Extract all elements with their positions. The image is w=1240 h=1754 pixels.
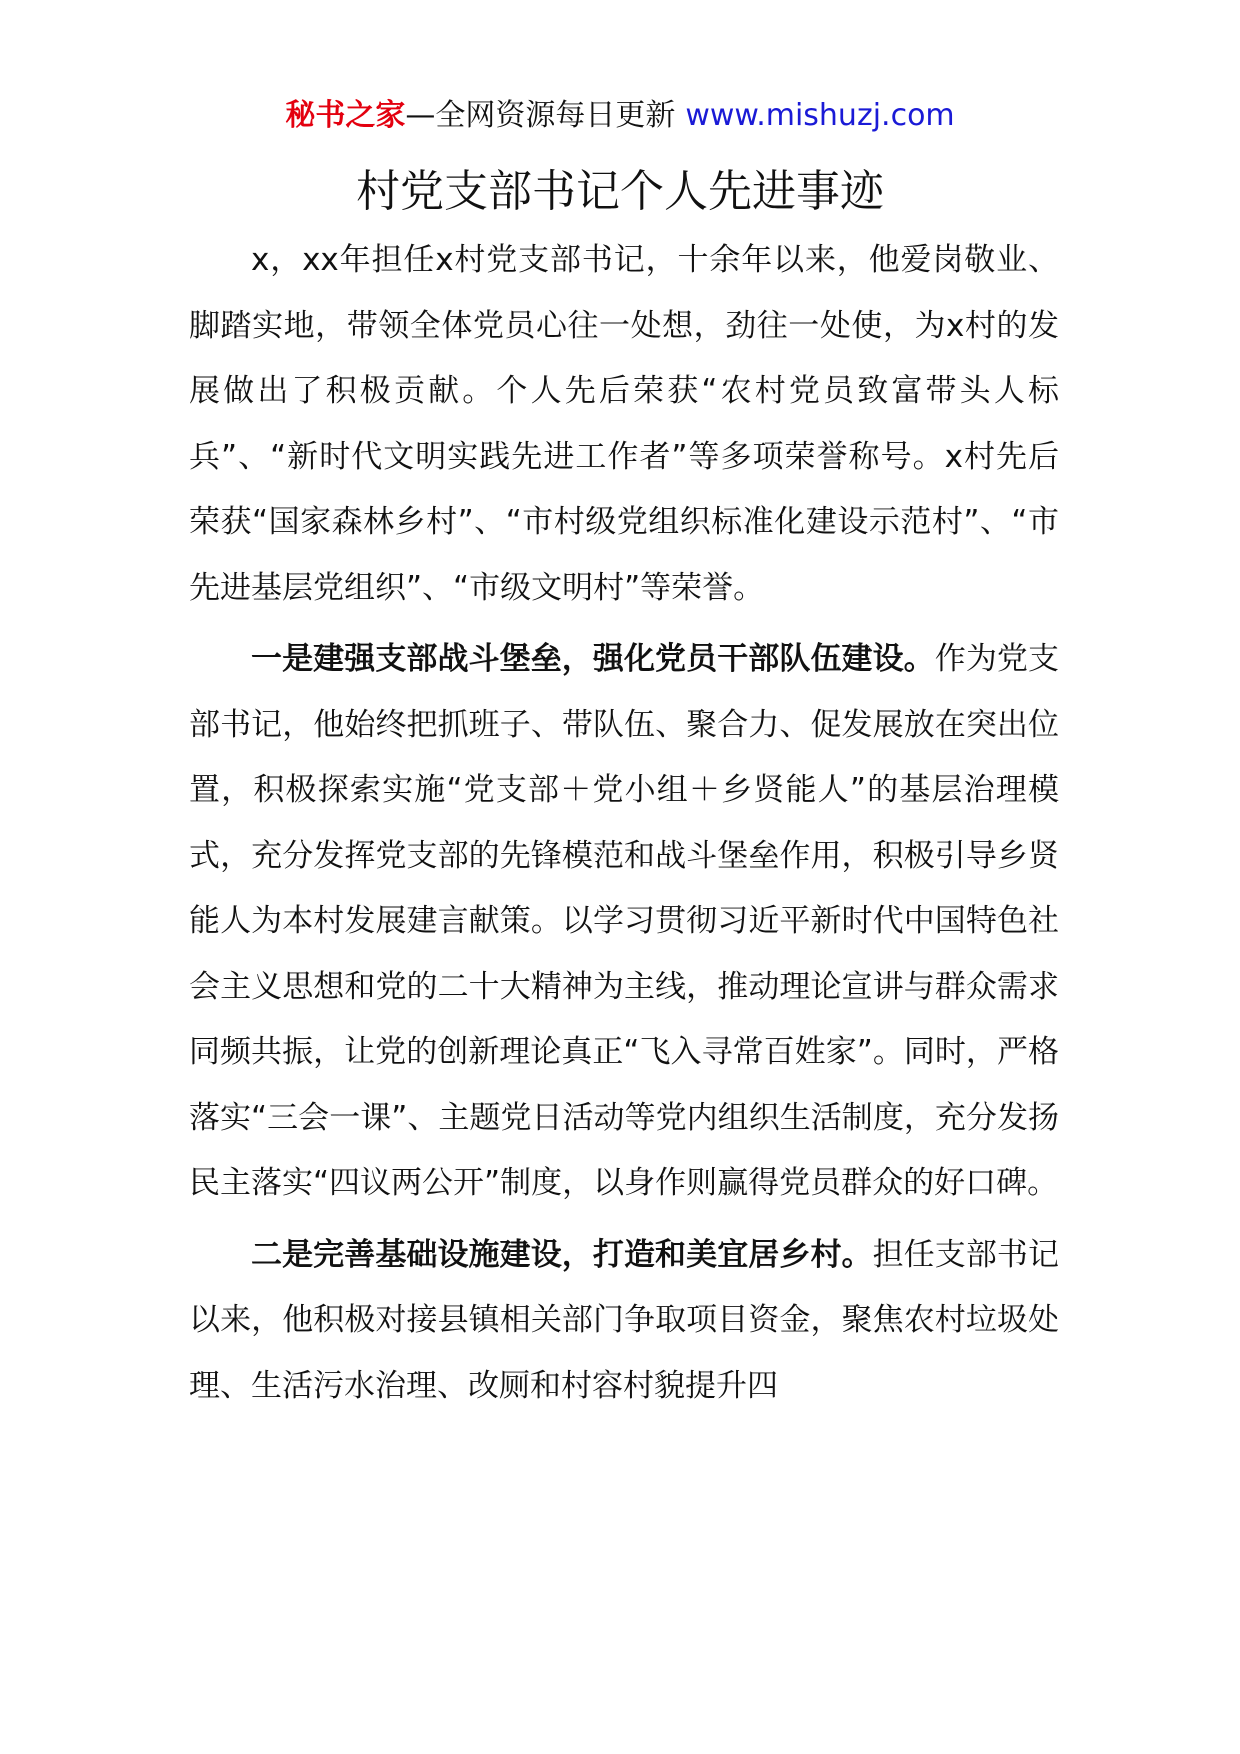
paragraph-lead: 一是建强支部战斗堡垒，强化党员干部队伍建设。 — [251, 641, 935, 677]
site-tagline: —全网资源每日更新 — [405, 98, 676, 133]
paragraph-point-2 — [189, 1223, 1059, 1420]
paragraph-point-1 — [189, 627, 1059, 1217]
paragraph-text: 担任支部书记以来，他积极对接县镇相关部门争取项目资金，聚焦农村垃圾处理、生活污水治理、改厕和村容村貌提升四 — [189, 1236, 1060, 1404]
site-url-link[interactable]: www.mishuzj.com — [685, 98, 955, 133]
paragraph-text: 作为党支部书记，他始终把抓班子、带队伍、聚合力、促发展放在突出位置，积极探索实施“党支部＋党小组＋乡贤能人”的基层治理模式，充分发挥党支部的先锋模范和战斗堡垒作用，积极引导乡贤能人为本村发展建言献策。以学习贯彻习近平新时代中国特色社会主义思想和党的二十大精神为主线，推动理论宣讲与群众需求同频共振，让党的创新理论真正“飞入寻常百姓家”。同时，严格落实“三会一课”、主题党日活动等党内组织生活制度，充分发扬民主落实“四议两公开”制度，以身作则赢得党员群众的好口碑。 — [189, 641, 1060, 1201]
document-body — [189, 228, 1059, 1425]
paragraph-text: x，xx年担任x村党支部书记，十余年以来，他爱岗敬业、脚踏实地，带领全体党员心往一处想，劲往一处使，为x村的发展做出了积极贡献。个人先后荣获“农村党员致富带头人标兵”、“新时代文明实践先进工作者”等多项荣誉称号。x村先后荣获“国家森林乡村”、“市村级党组织标准化建设示范村”、“市先进基层党组织”、“市级文明村”等荣誉。 — [189, 242, 1059, 606]
paragraph-intro — [189, 228, 1059, 621]
site-brand: 秘书之家 — [285, 98, 406, 133]
document-title: 村党支部书记个人先进事迹 — [356, 166, 884, 217]
site-banner — [0, 96, 1240, 136]
paragraph-lead: 二是完善基础设施建设，打造和美宜居乡村。 — [251, 1236, 873, 1273]
